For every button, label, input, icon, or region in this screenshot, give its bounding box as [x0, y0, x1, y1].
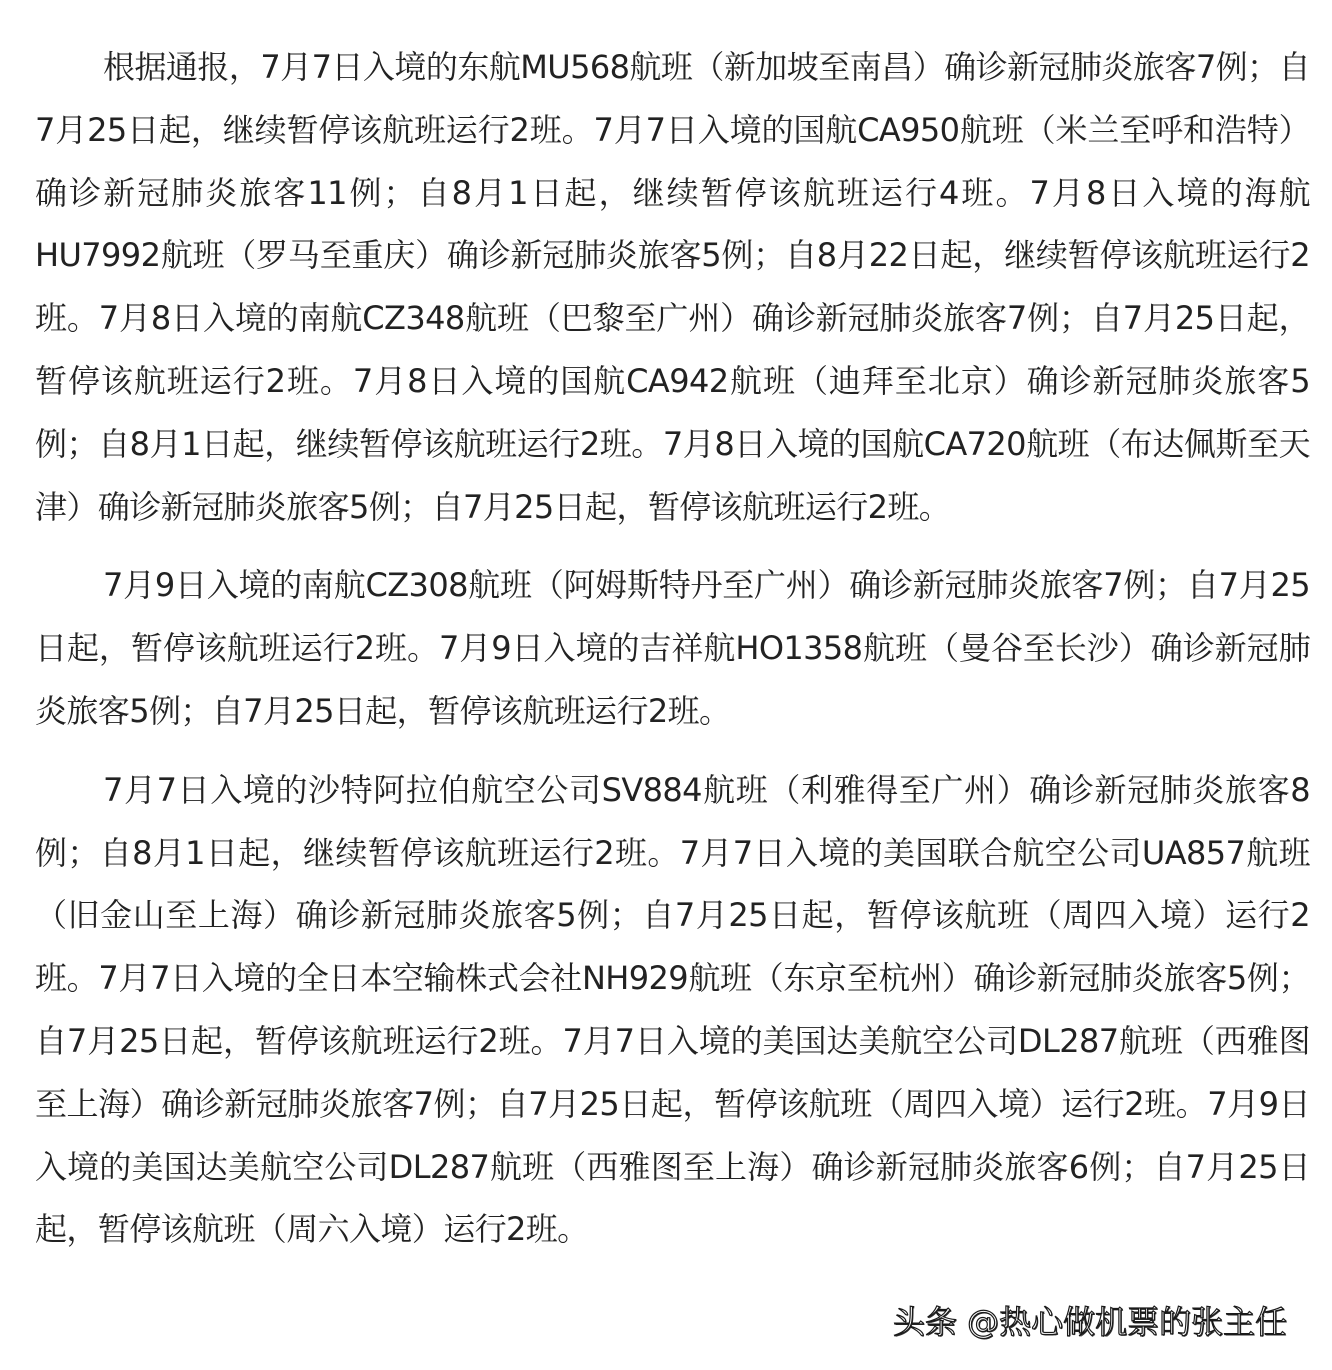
article-paragraph-1: 根据通报，7月7日入境的东航MU568航班（新加坡至南昌）确诊新冠肺炎旅客7例；自7月25日起，继续暂停该航班运行2班。7月7日入境的国航CA950航班（米兰至呼和浩特）确诊新冠肺炎旅客11例；自8月1日起，继续暂停该航班运行4班。7月8日入境的海航HU7992航班（罗马至重庆）确诊新冠肺炎旅客5例；自8月22日起，继续暂停该航班运行2班。7月8日入境的南航CZ348航班（巴黎至广州）确诊新冠肺炎旅客7例；自7月25日起，暂停该航班运行2班。7月8日入境的国航CA942航班（迪拜至北京）确诊新冠肺炎旅客5例；自8月1日起，继续暂停该航班运行2班。7月8日入境的国航CA720航班（布达佩斯至天津）确诊新冠肺炎旅客5例；自7月25日起，暂停该航班运行2班。	[35, 48, 1310, 526]
article-paragraph-3: 7月7日入境的沙特阿拉伯航空公司SV884航班（利雅得至广州）确诊新冠肺炎旅客8例；自8月1日起，继续暂停该航班运行2班。7月7日入境的美国联合航空公司UA857航班（旧金山至上海）确诊新冠肺炎旅客5例；自7月25日起，暂停该航班（周四入境）运行2班。7月7日入境的全日本空输株式会社NH929航班（东京至杭州）确诊新冠肺炎旅客5例；自7月25日起，暂停该航班运行2班。7月7日入境的美国达美航空公司DL287航班（西雅图至上海）确诊新冠肺炎旅客7例；自7月25日起，暂停该航班（周四入境）运行2班。7月9日入境的美国达美航空公司DL287航班（西雅图至上海）确诊新冠肺炎旅客6例；自7月25日起，暂停该航班（周六入境）运行2班。	[35, 770, 1310, 1249]
watermark-attribution: 头条 @热心做机票的张主任	[893, 1303, 1288, 1341]
article-paragraph-2: 7月9日入境的南航CZ308航班（阿姆斯特丹至广州）确诊新冠肺炎旅客7例；自7月25日起，暂停该航班运行2班。7月9日入境的吉祥航HO1358航班（曼谷至长沙）确诊新冠肺炎旅客5例；自7月25日起，暂停该航班运行2班。	[35, 566, 1310, 730]
article-body	[35, 36, 1310, 1277]
